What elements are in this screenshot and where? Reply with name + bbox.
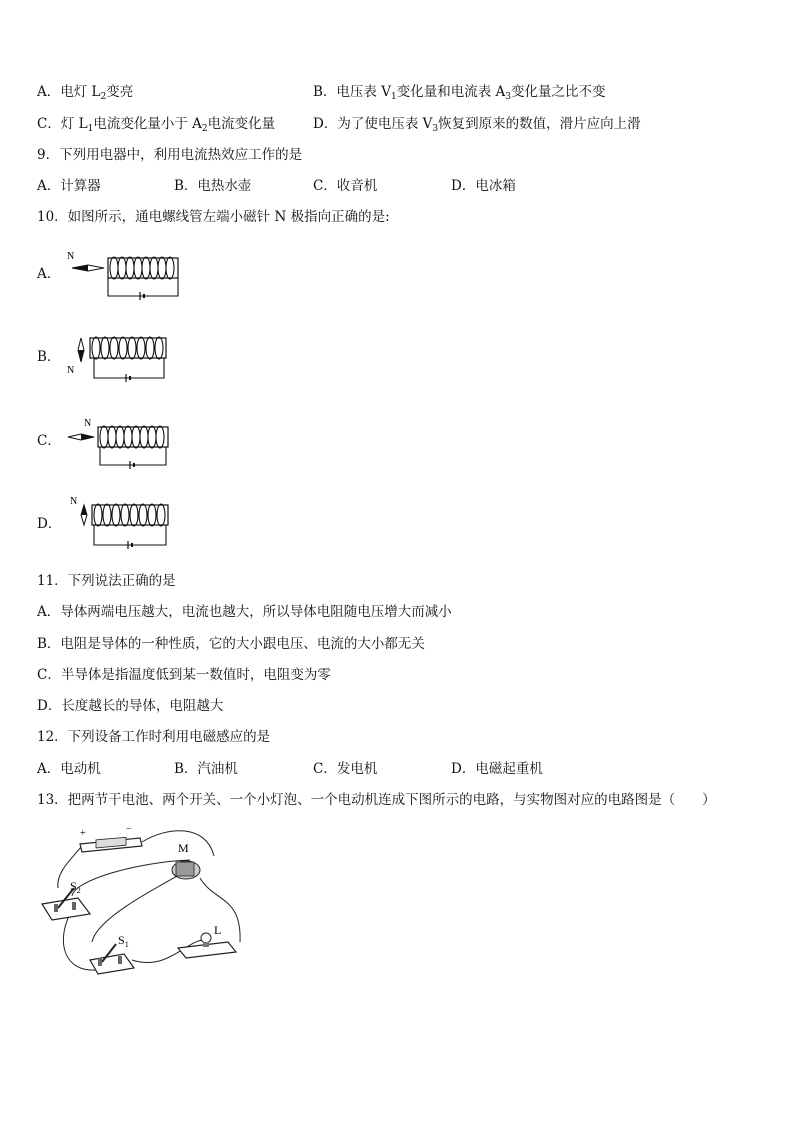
- q8-option-d: D．为了使电压表 $V_3$恢复到原来的数值，滑片应向上滑: [313, 116, 641, 134]
- q12-option-b: B．汽油机: [174, 761, 238, 777]
- battery-icon: [80, 824, 142, 852]
- battery-plus-label: +: [80, 828, 86, 839]
- q8-option-c: C．灯 $L_1$电流变化量小于 $A_2$电流变化量: [37, 116, 276, 134]
- n-pole-label: N: [67, 365, 75, 376]
- q10-option-b-label: B．: [37, 349, 61, 365]
- q9-option-c: C．收音机: [313, 178, 378, 194]
- q13-stem: 13．把两节干电池、两个开关、一个小灯泡、一个电动机连成下图所示的电路，与实物图对应的电路图是（ ）: [37, 792, 716, 808]
- q12-stem: 12．下列设备工作时利用电磁感应的是: [37, 729, 271, 745]
- q11-option-d: D．长度越长的导体，电阻越大: [37, 698, 224, 714]
- q10-option-c-label: C．: [37, 433, 61, 449]
- n-pole-label: N: [84, 418, 92, 429]
- q10-figure-b: [64, 330, 188, 384]
- q11-option-b: B．电阻是导体的一种性质，它的大小跟电压、电流的大小都无关: [37, 636, 425, 652]
- q10-stem: 10．如图所示，通电螺线管左端小磁针 N 极指向正确的是:: [37, 209, 390, 225]
- n-pole-label: N: [70, 496, 78, 507]
- q10-figure-c: [64, 413, 188, 469]
- lamp-icon: [178, 923, 236, 958]
- q13-circuit-photo: [38, 822, 256, 988]
- q9-option-a: A．计算器: [37, 178, 101, 194]
- q11-option-c: C．半导体是指温度低到某一数值时，电阻变为零: [37, 667, 331, 683]
- lamp-label: L: [214, 923, 222, 937]
- q9-option-b: B．电热水壶: [174, 178, 252, 194]
- q10-figure-a: [64, 246, 188, 300]
- q10-option-d-label: D．: [37, 516, 62, 532]
- s1-label: $S_1$: [118, 933, 129, 949]
- q12-option-a: A．电动机: [37, 761, 101, 777]
- s2-label: $S_2$: [70, 879, 81, 895]
- q11-stem: 11．下列说法正确的是: [37, 573, 176, 589]
- q10-figure-d: [64, 493, 188, 549]
- q12-option-c: C．发电机: [313, 761, 378, 777]
- q11-option-a: A．导体两端电压越大，电流也越大，所以导体电阻随电压增大而减小: [37, 604, 452, 620]
- q8-option-a: A．电灯 $L_2$变亮: [37, 84, 134, 102]
- motor-label: M: [178, 841, 189, 855]
- q9-stem: 9．下列用电器中，利用电流热效应工作的是: [37, 147, 303, 163]
- switch-s1-icon: [90, 933, 134, 974]
- q12-option-d: D．电磁起重机: [451, 761, 543, 777]
- q8-option-b: B．电压表 $V_1$变化量和电流表 $A_3$变化量之比不变: [313, 84, 606, 102]
- q9-option-d: D．电冰箱: [451, 178, 516, 194]
- battery-minus-label: −: [126, 824, 132, 835]
- n-pole-label: N: [67, 251, 75, 262]
- q10-option-a-label: A．: [37, 266, 61, 282]
